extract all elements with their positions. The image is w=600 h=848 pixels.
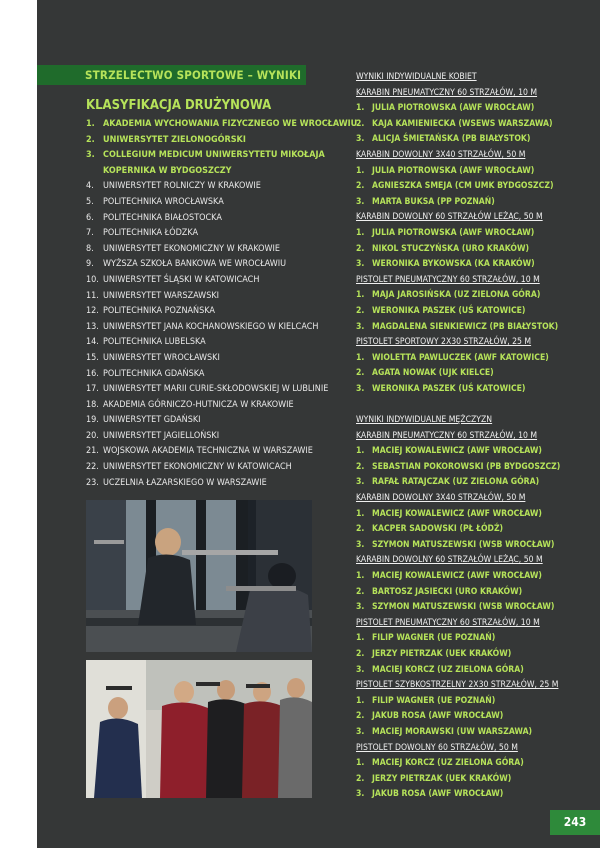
team-rank: 1. bbox=[86, 119, 95, 129]
athlete-name: NIKOL STUCZYŃSKA (URO KRAKÓW) bbox=[372, 243, 530, 254]
athlete-name: BARTOSZ JASIECKI (URO KRAKÓW) bbox=[372, 586, 523, 597]
team-classification-list bbox=[86, 117, 358, 491]
result-item bbox=[356, 756, 556, 772]
athlete-name: WERONIKA PASZEK (UŚ KATOWICE) bbox=[372, 383, 526, 394]
individual-results-column bbox=[356, 70, 561, 803]
team-rank: 7. bbox=[86, 228, 94, 239]
place: 2. bbox=[356, 648, 365, 659]
result-item bbox=[356, 242, 556, 258]
result-item bbox=[356, 709, 556, 725]
photo-pistol-shooters bbox=[86, 660, 312, 798]
team-row bbox=[86, 148, 325, 164]
team-row bbox=[86, 335, 311, 351]
athlete-name: AGATA NOWAK (UJK KIELCE) bbox=[372, 368, 494, 379]
team-rank: 18. bbox=[86, 399, 99, 410]
team-rank: 19. bbox=[86, 415, 99, 426]
team-row bbox=[86, 273, 311, 289]
place: 2. bbox=[356, 586, 365, 597]
place: 3. bbox=[356, 196, 365, 207]
athlete-name: WERONIKA PASZEK (UŚ KATOWICE) bbox=[372, 305, 526, 316]
photo-rifle-shooters bbox=[86, 500, 312, 652]
team-rank: 2. bbox=[86, 134, 95, 145]
team-rank: 5. bbox=[86, 196, 94, 207]
athlete-name: WERONIKA BYKOWSKA (KA KRAKÓW) bbox=[372, 259, 535, 270]
place: 1. bbox=[356, 165, 365, 176]
athlete-name: FILIP WAGNER (UE POZNAŃ) bbox=[372, 633, 496, 644]
place: 3. bbox=[356, 664, 365, 675]
team-name: POLITECHNIKA WROCŁAWSKA bbox=[103, 196, 224, 207]
team-row bbox=[86, 367, 311, 383]
athlete-name: AGNIESZKA SMEJA (CM UMK BYDGOSZCZ) bbox=[372, 181, 554, 192]
athlete-name: JERZY PIETRZAK (UEK KRAKÓW) bbox=[372, 773, 512, 784]
result-item bbox=[356, 226, 556, 242]
place: 2. bbox=[356, 368, 365, 379]
team-rank: 16. bbox=[86, 368, 99, 379]
team-name: AKADEMIA GÓRNICZO-HUTNICZA W KRAKOWIE bbox=[103, 399, 294, 410]
event-heading: KARABIN DOWOLNY 60 STRZAŁÓW LEŻĄC, 50 M bbox=[356, 212, 543, 223]
place: 1. bbox=[356, 571, 365, 581]
event-heading: KARABIN DOWOLNY 3X40 STRZAŁÓW, 50 M bbox=[356, 149, 526, 160]
place: 2. bbox=[356, 461, 365, 472]
event-heading: KARABIN PNEUMATYCZNY 60 STRZAŁÓW, 10 M bbox=[356, 430, 538, 441]
team-classification-heading: KLASYFIKACJA DRUŻYNOWA bbox=[86, 98, 272, 113]
result-item bbox=[356, 117, 556, 133]
athlete-name: JAKUB ROSA (AWF WROCŁAW) bbox=[372, 711, 504, 722]
place: 3. bbox=[356, 383, 365, 394]
team-name: AKADEMIA WYCHOWANIA FIZYCZNEGO WE WROCŁAWIU bbox=[103, 119, 358, 129]
place: 1. bbox=[356, 508, 365, 519]
team-name: UNIWERSYTET WROCŁAWSKI bbox=[103, 352, 220, 363]
team-rank: 17. bbox=[86, 384, 99, 395]
event-heading: KARABIN PNEUMATYCZNY 60 STRZAŁÓW, 10 M bbox=[356, 87, 538, 98]
result-item bbox=[356, 725, 556, 741]
result-item bbox=[356, 569, 556, 585]
result-item bbox=[356, 522, 556, 538]
team-name: POLITECHNIKA LUBELSKA bbox=[103, 337, 206, 348]
event-heading: KARABIN DOWOLNY 3X40 STRZAŁÓW, 50 M bbox=[356, 493, 526, 504]
place: 3. bbox=[356, 477, 365, 488]
spacer bbox=[356, 397, 556, 413]
team-name: UCZELNIA ŁAZARSKIEGO W WARSZAWIE bbox=[103, 477, 267, 488]
result-item bbox=[356, 600, 556, 616]
athlete-name: JAKUB ROSA (AWF WROCŁAW) bbox=[372, 789, 504, 800]
team-rank bbox=[86, 164, 103, 180]
athlete-name: MACIEJ KORCZ (UZ ZIELONA GÓRA) bbox=[372, 664, 524, 675]
result-item bbox=[356, 164, 556, 180]
result-item bbox=[356, 351, 556, 367]
place: 1. bbox=[356, 446, 365, 457]
athlete-name: JULIA PIOTROWSKA (AWF WROCŁAW) bbox=[372, 227, 535, 238]
athlete-name: KAJA KAMIENIECKA (WSEWS WARSZAWA) bbox=[372, 118, 553, 129]
result-item bbox=[356, 631, 556, 647]
result-item bbox=[356, 132, 556, 148]
result-item bbox=[356, 288, 556, 304]
result-item bbox=[356, 382, 556, 398]
team-rank: 3. bbox=[86, 150, 95, 161]
result-item bbox=[356, 304, 556, 320]
result-item bbox=[356, 694, 556, 710]
place: 3. bbox=[356, 259, 365, 270]
team-row bbox=[86, 476, 311, 492]
team-rank: 22. bbox=[86, 462, 99, 473]
place: 1. bbox=[356, 290, 365, 301]
athlete-name: MACIEJ KORCZ (UZ ZIELONA GÓRA) bbox=[372, 758, 524, 769]
team-rank: 20. bbox=[86, 430, 99, 441]
team-rank: 15. bbox=[86, 352, 99, 363]
result-item bbox=[356, 585, 556, 601]
team-row bbox=[86, 226, 311, 242]
team-row bbox=[86, 211, 311, 227]
result-item bbox=[356, 320, 559, 336]
place: 2. bbox=[356, 118, 365, 129]
team-name: POLITECHNIKA POZNAŃSKA bbox=[103, 306, 215, 317]
result-item bbox=[356, 195, 556, 211]
place: 2. bbox=[356, 711, 365, 722]
team-name: UNIWERSYTET EKONOMICZNY W KATOWICACH bbox=[103, 462, 292, 473]
event-heading: PISTOLET PNEUMATYCZNY 60 STRZAŁÓW, 10 M bbox=[356, 617, 540, 628]
result-item bbox=[356, 538, 556, 554]
place: 3. bbox=[356, 789, 365, 800]
team-name: UNIWERSYTET GDAŃSKI bbox=[103, 415, 201, 426]
athlete-name: MACIEJ KOWALEWICZ (AWF WROCŁAW) bbox=[372, 446, 542, 457]
result-item bbox=[356, 366, 556, 382]
team-row bbox=[86, 429, 311, 445]
event-heading: PISTOLET SZYBKOSTRZELNY 2X30 STRZAŁÓW, 25 M bbox=[356, 680, 559, 691]
place: 1. bbox=[356, 758, 365, 769]
athlete-name: JULIA PIOTROWSKA (AWF WROCŁAW) bbox=[372, 103, 535, 114]
team-rank: 9. bbox=[86, 259, 94, 270]
team-row bbox=[86, 460, 311, 476]
team-name: UNIWERSYTET JAGIELLOŃSKI bbox=[103, 430, 220, 441]
team-row bbox=[86, 195, 311, 211]
team-rank: 10. bbox=[86, 274, 99, 285]
team-rank: 21. bbox=[86, 446, 99, 457]
team-name: COLLEGIUM MEDICUM UNIWERSYTETU MIKOŁAJA bbox=[103, 150, 325, 161]
team-rank: 13. bbox=[86, 321, 99, 332]
event-heading: PISTOLET PNEUMATYCZNY 60 STRZAŁÓW, 10 M bbox=[356, 274, 540, 285]
place: 1. bbox=[356, 103, 365, 114]
result-item bbox=[356, 179, 556, 195]
place: 3. bbox=[356, 726, 365, 737]
team-name: UNIWERSYTET MARII CURIE-SKŁODOWSKIEJ W LUBLINIE bbox=[103, 384, 329, 395]
team-row bbox=[86, 304, 311, 320]
team-rank: 14. bbox=[86, 337, 99, 348]
athlete-name: JERZY PIETRZAK (UEK KRAKÓW) bbox=[372, 648, 512, 659]
team-name: UNIWERSYTET EKONOMICZNY W KRAKOWIE bbox=[103, 243, 281, 254]
athlete-name: FILIP WAGNER (UE POZNAŃ) bbox=[372, 695, 496, 706]
place: 2. bbox=[356, 305, 365, 316]
result-item bbox=[356, 475, 556, 491]
athlete-name: SZYMON MATUSZEWSKI (WSB WROCŁAW) bbox=[372, 602, 555, 613]
place: 1. bbox=[356, 352, 365, 363]
team-rank: 6. bbox=[86, 212, 94, 223]
team-name: WOJSKOWA AKADEMIA TECHNICZNA W WARSZAWIE bbox=[103, 446, 313, 457]
team-row bbox=[86, 444, 311, 460]
page-number: 243 bbox=[550, 810, 600, 835]
place: 3. bbox=[356, 602, 365, 613]
event-heading: PISTOLET SPORTOWY 2X30 STRZAŁÓW, 25 M bbox=[356, 337, 532, 348]
team-row bbox=[86, 133, 311, 149]
event-heading: KARABIN DOWOLNY 60 STRZAŁÓW LEŻĄC, 50 M bbox=[356, 555, 543, 566]
athlete-name: RAFAŁ RATAJCZAK (UZ ZIELONA GÓRA) bbox=[372, 477, 540, 488]
section-title: STRZELECTWO SPORTOWE – WYNIKI bbox=[85, 68, 302, 82]
athlete-name: WIOLETTA PAWLUCZEK (AWF KATOWICE) bbox=[372, 352, 549, 363]
athlete-name: JULIA PIOTROWSKA (AWF WROCŁAW) bbox=[372, 165, 535, 176]
team-row bbox=[86, 351, 311, 367]
result-item bbox=[356, 772, 556, 788]
team-row bbox=[86, 289, 311, 305]
team-row bbox=[86, 164, 311, 180]
result-item bbox=[356, 787, 556, 803]
team-row bbox=[86, 320, 319, 336]
result-item bbox=[356, 460, 561, 476]
place: 2. bbox=[356, 524, 365, 535]
team-name: UNIWERSYTET WARSZAWSKI bbox=[103, 290, 220, 301]
athlete-name: MACIEJ KOWALEWICZ (AWF WROCŁAW) bbox=[372, 571, 542, 581]
team-name: POLITECHNIKA GDAŃSKA bbox=[103, 368, 205, 379]
team-rank: 23. bbox=[86, 477, 99, 488]
place: 1. bbox=[356, 227, 365, 238]
team-row bbox=[86, 382, 329, 398]
team-row bbox=[86, 257, 311, 273]
team-rank: 4. bbox=[86, 181, 94, 192]
result-item bbox=[356, 257, 556, 273]
team-name: POLITECHNIKA ŁÓDZKA bbox=[103, 228, 199, 239]
athlete-name: SZYMON MATUSZEWSKI (WSB WROCŁAW) bbox=[372, 539, 555, 550]
event-heading: WYNIKI INDYWIDUALNE MĘŻCZYZN bbox=[356, 415, 493, 426]
team-row bbox=[86, 398, 311, 414]
athlete-name: MAJA JAROSIŃSKA (UZ ZIELONA GÓRA) bbox=[372, 290, 541, 301]
result-item bbox=[356, 507, 556, 523]
place: 2. bbox=[356, 181, 365, 192]
athlete-name: ALICJA ŚMIETAŃSKA (PB BIAŁYSTOK) bbox=[372, 134, 531, 145]
team-name: POLITECHNIKA BIAŁOSTOCKA bbox=[103, 212, 222, 223]
place: 1. bbox=[356, 695, 365, 706]
team-name: UNIWERSYTET ROLNICZY W KRAKOWIE bbox=[103, 181, 261, 192]
athlete-name: MACIEJ MORAWSKI (UW WARSZAWA) bbox=[372, 726, 533, 737]
section-banner bbox=[37, 65, 306, 85]
place: 1. bbox=[356, 633, 365, 644]
team-name: UNIWERSYTET ŚLĄSKI W KATOWICACH bbox=[103, 274, 260, 285]
place: 3. bbox=[356, 134, 365, 145]
event-heading: WYNIKI INDYWIDUALNE KOBIET bbox=[356, 72, 477, 82]
athlete-name: MACIEJ KOWALEWICZ (AWF WROCŁAW) bbox=[372, 508, 542, 519]
result-item bbox=[356, 663, 556, 679]
result-item bbox=[356, 647, 556, 663]
athlete-name: MARTA BUKSA (PP POZNAŃ) bbox=[372, 196, 495, 207]
athlete-name: KACPER SADOWSKI (PŁ ŁÓDŹ) bbox=[372, 524, 504, 535]
event-heading: PISTOLET DOWOLNY 60 STRZAŁÓW, 50 M bbox=[356, 742, 518, 753]
team-name: KOPERNIKA W BYDGOSZCZY bbox=[103, 165, 232, 176]
team-name: UNIWERSYTET JANA KOCHANOWSKIEGO W KIELCACH bbox=[103, 321, 319, 332]
team-rank: 11. bbox=[86, 290, 99, 301]
athlete-name: MAGDALENA SIENKIEWICZ (PB BIAŁYSTOK) bbox=[372, 321, 559, 332]
result-item bbox=[356, 101, 556, 117]
team-row bbox=[86, 179, 311, 195]
team-rank: 8. bbox=[86, 243, 94, 254]
team-row bbox=[86, 117, 358, 133]
team-name: UNIWERSYTET ZIELONOGÓRSKI bbox=[103, 134, 246, 145]
result-item bbox=[356, 444, 556, 460]
place: 2. bbox=[356, 773, 365, 784]
team-row bbox=[86, 242, 311, 258]
place: 3. bbox=[356, 539, 365, 550]
team-row bbox=[86, 413, 311, 429]
team-name: WYŻSZA SZKOŁA BANKOWA WE WROCŁAWIU bbox=[103, 259, 287, 270]
place: 2. bbox=[356, 243, 365, 254]
place: 3. bbox=[356, 321, 365, 332]
team-rank: 12. bbox=[86, 306, 99, 317]
athlete-name: SEBASTIAN POKOROWSKI (PB BYDGOSZCZ) bbox=[372, 461, 561, 472]
